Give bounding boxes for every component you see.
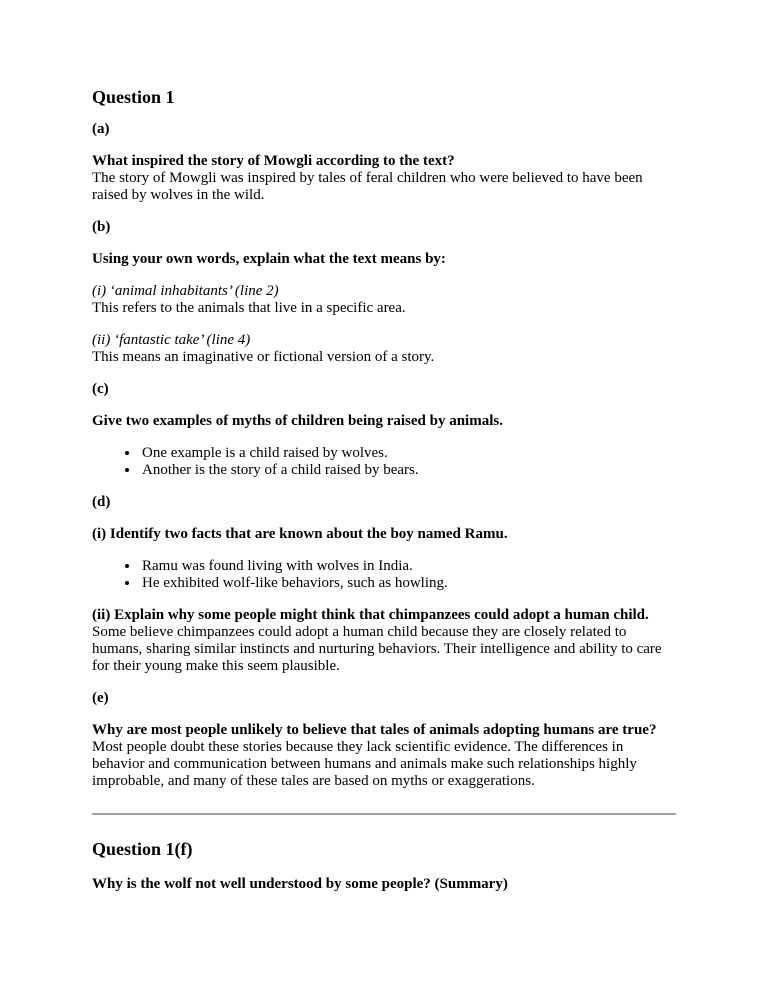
part-d-label: (d) <box>92 494 111 510</box>
part-d-ii-answer: Some believe chimpanzees could adopt a human child because they are closely related to humans, sharing similar instincts and nurturing behaviors. Their intelligence and ability to care for their young make this seem plausible. <box>92 624 662 674</box>
question-1-heading: Question 1 <box>92 87 175 107</box>
part-b-ii-answer: This means an imaginative or fictional version of a story. <box>92 349 435 365</box>
part-d-i-question: (i) Identify two facts that are known about the boy named Ramu. <box>92 526 508 542</box>
part-a-question: What inspired the story of Mowgli according to the text? <box>92 153 455 169</box>
list-item: • Ramu was found living with wolves in India. <box>140 558 676 575</box>
part-a-label: (a) <box>92 121 110 137</box>
part-a-block <box>92 153 676 204</box>
part-d-i-bullet-list <box>92 558 676 592</box>
part-b-intro: Using your own words, explain what the text means by: <box>92 251 446 267</box>
section-divider <box>92 813 676 815</box>
part-c-label: (c) <box>92 381 109 397</box>
part-e-block <box>92 722 676 790</box>
part-b-i-block <box>92 283 676 317</box>
part-a-answer: The story of Mowgli was inspired by tales of feral children who were believed to have been raised by wolves in the wild. <box>92 170 643 203</box>
part-b-i-phrase: (i) ‘animal inhabitants’ (line 2) <box>92 283 279 299</box>
list-item: • He exhibited wolf-like behaviors, such as howling. <box>140 575 676 592</box>
part-d-ii-block <box>92 607 676 675</box>
part-c-question: Give two examples of myths of children being raised by animals. <box>92 413 503 429</box>
part-e-question: Why are most people unlikely to believe that tales of animals adopting humans are true? <box>92 722 657 738</box>
part-c-bullet-list <box>92 445 676 479</box>
part-b-label: (b) <box>92 219 111 235</box>
part-b-i-answer: This refers to the animals that live in a specific area. <box>92 300 406 316</box>
part-e-label: (e) <box>92 690 109 706</box>
part-e-answer: Most people doubt these stories because they lack scientific evidence. The differences in behavior and communication between humans and animals make such relationships highly improbable, and many of these tales are based on myths or exaggerations. <box>92 739 637 789</box>
part-d-ii-question: (ii) Explain why some people might think that chimpanzees could adopt a human child. <box>92 607 649 623</box>
list-item: • Another is the story of a child raised by bears. <box>140 462 676 479</box>
question-1f-heading: Question 1(f) <box>92 839 193 859</box>
part-f-question: Why is the wolf not well understood by some people? (Summary) <box>92 876 508 892</box>
part-b-ii-block <box>92 332 676 366</box>
part-b-ii-phrase: (ii) ‘fantastic take’ (line 4) <box>92 332 251 348</box>
list-item: • One example is a child raised by wolves. <box>140 445 676 462</box>
